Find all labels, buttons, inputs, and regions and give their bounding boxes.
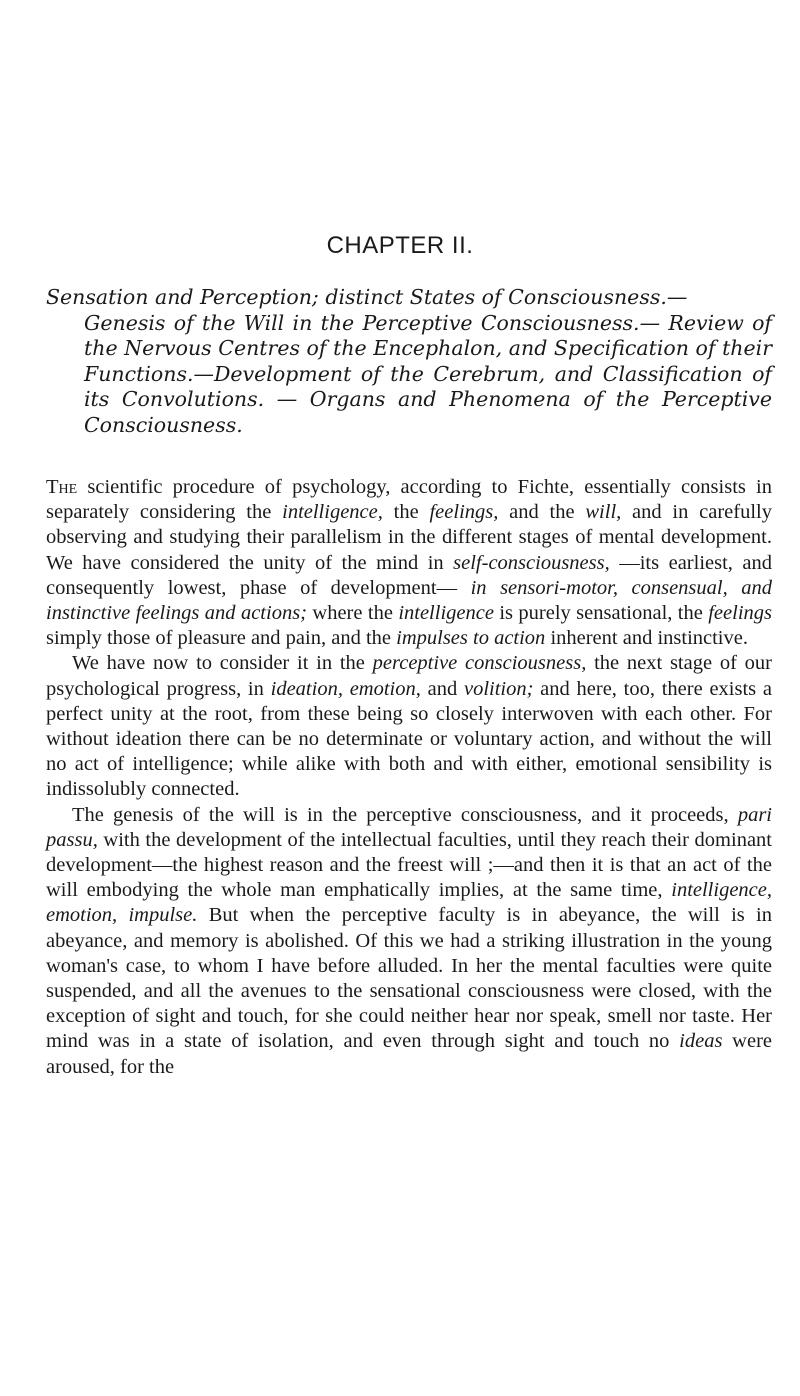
text-run: were aroused, for the (46, 1030, 772, 1078)
text-run: The genesis of the will is in the perceptive consciousness, and it proceeds, (72, 803, 738, 826)
italic-term: volition; (463, 677, 534, 700)
text-run: and (420, 677, 464, 700)
italic-term: feelings, (429, 501, 499, 524)
text-run: simply those of pleasure and pain, and the (46, 627, 397, 650)
italic-term: self-consciousness, (453, 551, 610, 574)
chapter-body (46, 475, 772, 1080)
text-run: the (382, 501, 430, 524)
italic-term: ideation, emotion, (270, 677, 421, 700)
text-run: But when the perceptive faculty is in abeyance, the will is in abeyance, and memory is abolished. Of this we had a striking illustration in the young woman's case, to whom I have before alluded. In her the mental faculties were quite suspended, and all the avenues to the sensational consciousness were closed, with the exception of sight and touch, for she could neither hear nor speak, smell nor taste. Her mind was in a state of isolation, and even through sight and touch no (46, 904, 772, 1053)
chapter-title: CHAPTER II. (326, 232, 474, 259)
paragraph-2 (46, 651, 772, 802)
italic-term: intelligence (398, 602, 494, 625)
text-run: scientific procedure of psychology, according to Fichte, essentially consists in separately considering the (46, 476, 772, 524)
text-run: where the (307, 602, 399, 625)
text-run: We have now to consider it in the (72, 652, 373, 675)
text-run: inherent and instinctive. (545, 627, 748, 650)
italic-term: ideas (679, 1030, 723, 1053)
text-run: is purely sensational, the (493, 602, 709, 625)
text-run: with the development of the intellectual faculties, until they reach their dominant development—the highest reason and the freest will ;—and then it is that an act of the will embodying the whole man emphatically implies, at the same time, (46, 828, 772, 902)
summary-first-line: Sensation and Perception; distinct States of Consciousness.— (46, 285, 688, 309)
chapter-summary (46, 285, 772, 439)
text-run: the next stage of our psychological progress, in (46, 652, 772, 700)
paragraph-3 (46, 803, 772, 1080)
italic-term: impulses to action (396, 627, 546, 650)
text-run: —its earliest, and consequently lowest, phase of development— (46, 551, 772, 599)
italic-term: feelings (708, 602, 772, 625)
italic-term: in sensori-motor, consensual, and instinctive feelings and actions; (46, 576, 773, 625)
text-run: and here, too, there exists a perfect unity at the root, from these being so closely interwoven with each other. For without ideation there can be no determinate or voluntary action, and without the will no act of intelligence; while alike with both and with either, emotional sensibility is indissolubly connected. (46, 677, 772, 801)
text-run: and the (498, 501, 586, 524)
italic-term: intelligence, emotion, impulse. (46, 879, 772, 927)
italic-term: perceptive consciousness, (372, 652, 587, 675)
opening-word: The (46, 476, 78, 498)
paragraph-1 (46, 475, 772, 651)
summary-continuation: Genesis of the Will in the Perceptive Consciousness.— Review of the Nervous Centres of the Encephalon, and Specification of their Functions.—Development of the Cerebrum, and Classification of its Convolutions. — Organs and Phenomena of the Perceptive Consciousness. (84, 310, 772, 437)
text-run: and in carefully observing and studying their parallelism in the different stages of mental development. We have considered the unity of the mind in (46, 501, 772, 574)
italic-term: pari passu, (46, 803, 772, 851)
italic-term: intelligence, (282, 501, 383, 524)
italic-term: will, (585, 501, 622, 524)
